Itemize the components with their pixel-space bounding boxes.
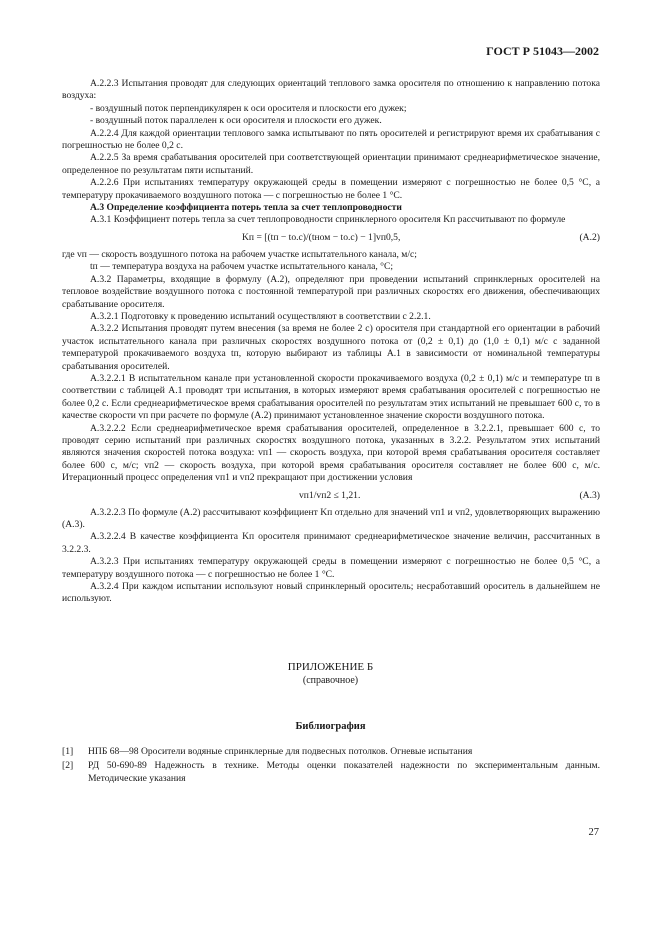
appendix-heading: [0, 661, 661, 687]
reference-text: РД 50-690-89 Надежность в технике. Методы оценки показателей надежности по экспериментальным данным. Методические указания: [88, 760, 600, 784]
paragraph-a3-2-2-4: А.3.2.2.4 В качестве коэффициента Kп оросителя принимают среднеарифметическое значение величин, рассчитанных в 3.2.2.3.: [62, 531, 600, 555]
formula-number: (А.2): [579, 231, 600, 243]
page-number: 27: [588, 827, 599, 838]
bibliography-list: [62, 746, 600, 787]
where-clause: где vп — скорость воздушного потока на рабочем участке испытательного канала, м/с;: [62, 248, 417, 260]
appendix-title: ПРИЛОЖЕНИЕ Б: [287, 661, 374, 673]
where-clause: tп — температура воздуха на рабочем участке испытательного канала, °С;: [90, 261, 394, 273]
paragraph-a3-2-4: А.3.2.4 При каждом испытании используют новый спринклерный ороситель; несработавший ороситель в дальнейшем не используют.: [62, 581, 600, 605]
paragraph-a3-2: А.3.2 Параметры, входящие в формулу (А.2), определяют при проведении испытаний спринклерных оросителей на тепловое воздействие воздушного потока с постоянной температурой при различных скоростях его движения, обеспечивающих срабатывание оросителя.: [62, 273, 600, 310]
section-heading-a3: А.3 Определение коэффициента потерь тепла за счет теплопроводности: [90, 202, 402, 214]
formula-expression: vп1/vп2 ≤ 1,21.: [299, 489, 361, 501]
paragraph-a3-2-3: А.3.2.3 При испытаниях температуру окружающей среды в помещении измеряют с погрешностью не более 0,5 °С, а температуру воздушного потока — с погрешностью не более 1 °С.: [62, 556, 600, 580]
list-item: - воздушный поток перпендикулярен к оси оросителя и плоскости его дужек;: [90, 102, 407, 114]
paragraph-a3-2-2-3: А.3.2.2.3 По формуле (А.2) рассчитывают коэффициент Kп отдельно для значений vп1 и vп2, удовлетворяющих выражению (А.3).: [62, 506, 600, 530]
paragraph-a3-2-2-2: А.3.2.2.2 Если среднеарифметическое время срабатывания оросителей, определенное в 3.2.2.1, превышает 600 с, то проводят серию испытаний при различных скоростях воздушного потока, указанных в 3.2.2. Результатом этих испытаний являются значения скоростей потока воздуха: vп1 — скорость воздуха, при которой время срабатывания оросителя составляет более 600 с, м/с; vп2 — скорость воздуха, при которой время срабатывания оросителя составляет не более 600 с, м/с. Итерационный процесс определения vп1 и vп2 прекращают при достижении условия: [62, 422, 600, 484]
list-item: - воздушный поток параллелен к оси оросителя и плоскости его дужек.: [90, 115, 382, 127]
reference-index: [1]: [62, 746, 74, 757]
reference-index: [2]: [62, 760, 74, 772]
bibliography-entry: [62, 746, 600, 758]
formula-number: (А.3): [579, 489, 600, 501]
bibliography-title: Библиография: [295, 721, 366, 732]
paragraph-a3-2-2-1: А.3.2.2.1 В испытательном канале при установленной скорости прокачиваемого воздуха (0,2 ± 0,1) м/с и температуре tп в соответствии с таблицей А.1 проводят три испытания, в которых измеряют время срабатывания оросителей с погрешностью не более 0,2 с. Если среднеарифметическое время срабатывания оросителей по результатам этих испытаний не превышает 600 с, то в качестве скорости vп при расчете по формуле (А.2) принимают установленное значение скорости воздушного потока.: [62, 372, 600, 422]
document-id: ГОСТ Р 51043—2002: [486, 44, 599, 58]
formula-a3: [62, 487, 600, 505]
paragraph-a3-1: А.3.1 Коэффициент потерь тепла за счет теплопроводности спринклерного оросителя Kп рассчитывают по формуле: [90, 214, 566, 226]
paragraph-a2-2-4: А.2.2.4 Для каждой ориентации теплового замка испытывают по пять оросителей и регистрируют время их срабатывания с погрешностью не более 0,2 с.: [62, 127, 600, 152]
paragraph-a2-2-6: А.2.2.6 При испытаниях температуру окружающей среды в помещении измеряют с погрешностью не более 0,5 °С, а температуру прокачиваемого воздушного потока — с погрешностью не более 1 °С.: [62, 177, 600, 201]
paragraph-a2-2-5: А.2.2.5 За время срабатывания оросителей при соответствующей ориентации принимают среднеарифметическое значение, определенное по результатам пяти испытаний.: [62, 152, 600, 176]
appendix-note: (справочное): [302, 675, 359, 686]
paragraph-a2-2-3: А.2.2.3 Испытания проводят для следующих ориентаций теплового замка оросителя по отношению к направлению потока воздуха:: [62, 78, 600, 102]
formula-a2: [62, 229, 600, 247]
main-content: [62, 78, 600, 606]
formula-expression: Kп = [(tп − tо.с)/(tном − tо.с) − 1]vп0,5,: [242, 231, 401, 243]
reference-text: НПБ 68—98 Оросители водяные спринклерные для подвесных потолков. Огневые испытания: [88, 746, 473, 757]
bibliography-entry: [62, 760, 600, 785]
paragraph-a3-2-1: А.3.2.1 Подготовку к проведению испытаний осуществляют в соответствии с 2.2.1.: [90, 310, 431, 322]
paragraph-a3-2-2: А.3.2.2 Испытания проводят путем внесения (за время не более 2 с) оросителя при стандартной его ориентации в рабочий участок испытательного канала при различных скоростях воздушного потока от (0,2 ± 0,1) до (1,0 ± 0,1) м/с с заданной температурой прокачиваемого воздуха tп, которую выбирают из таблицы А.1 в зависимости от номинальной температуры срабатывания оросителей.: [62, 323, 600, 372]
